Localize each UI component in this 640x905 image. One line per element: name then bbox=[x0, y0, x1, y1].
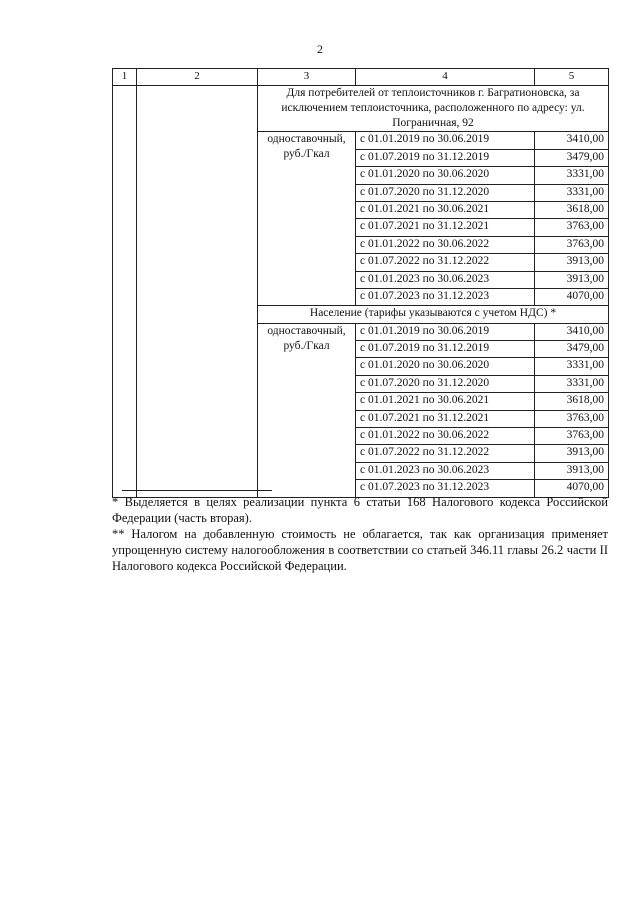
period-cell: с 01.01.2019 по 30.06.2019 bbox=[356, 323, 535, 340]
period-cell: с 01.01.2023 по 30.06.2023 bbox=[356, 462, 535, 479]
period-cell: с 01.07.2023 по 31.12.2023 bbox=[356, 288, 535, 305]
price-cell: 3331,00 bbox=[535, 167, 609, 184]
period-cell: с 01.01.2022 по 30.06.2022 bbox=[356, 428, 535, 445]
period-cell: с 01.07.2022 по 31.12.2022 bbox=[356, 254, 535, 271]
period-cell: с 01.07.2020 по 31.12.2020 bbox=[356, 375, 535, 392]
period-cell: с 01.01.2021 по 30.06.2021 bbox=[356, 201, 535, 218]
period-cell: с 01.01.2021 по 30.06.2021 bbox=[356, 393, 535, 410]
tariff-unit: одноставочный, руб./Гкал bbox=[258, 132, 356, 306]
page-number: 2 bbox=[317, 42, 323, 56]
price-cell: 3479,00 bbox=[535, 149, 609, 166]
col2-cell bbox=[137, 86, 258, 497]
footnote-1: * Выделяется в целях реализации пункта 6 статьи 168 Налогового кодекса Российской Федерации (часть вторая). bbox=[112, 495, 608, 525]
price-cell: 3913,00 bbox=[535, 462, 609, 479]
period-cell: с 01.07.2021 по 31.12.2021 bbox=[356, 219, 535, 236]
price-cell: 4070,00 bbox=[535, 480, 609, 497]
header-cell: 2 bbox=[137, 69, 258, 86]
header-cell: 1 bbox=[113, 69, 137, 86]
price-cell: 3479,00 bbox=[535, 341, 609, 358]
price-cell: 3331,00 bbox=[535, 375, 609, 392]
price-cell: 3763,00 bbox=[535, 219, 609, 236]
footnote-2: ** Налогом на добавленную стоимость не облагается, так как организация применяет упрощенную систему налогообложения в соответствии со статьей 346.11 главы 26.2 части II Налогового кодекса Российской Федерации. bbox=[112, 527, 608, 573]
period-cell: с 01.07.2021 по 31.12.2021 bbox=[356, 410, 535, 427]
header-cell: 4 bbox=[356, 69, 535, 86]
period-cell: с 01.07.2019 по 31.12.2019 bbox=[356, 149, 535, 166]
group-title: Население (тарифы указываются с учетом НДС) * bbox=[258, 306, 609, 323]
footnotes bbox=[112, 490, 608, 574]
price-cell: 3410,00 bbox=[535, 132, 609, 149]
period-cell: с 01.07.2023 по 31.12.2023 bbox=[356, 480, 535, 497]
price-cell: 3913,00 bbox=[535, 445, 609, 462]
price-cell: 3913,00 bbox=[535, 254, 609, 271]
group-title-row bbox=[113, 86, 609, 132]
price-cell: 3618,00 bbox=[535, 393, 609, 410]
header-cell: 5 bbox=[535, 69, 609, 86]
period-cell: с 01.07.2022 по 31.12.2022 bbox=[356, 445, 535, 462]
price-cell: 3913,00 bbox=[535, 271, 609, 288]
price-cell: 3763,00 bbox=[535, 236, 609, 253]
period-cell: с 01.01.2019 по 30.06.2019 bbox=[356, 132, 535, 149]
period-cell: с 01.01.2020 по 30.06.2020 bbox=[356, 167, 535, 184]
tariff-unit: одноставочный, руб./Гкал bbox=[258, 323, 356, 497]
price-cell: 3763,00 bbox=[535, 428, 609, 445]
col1-cell bbox=[113, 86, 137, 497]
price-cell: 3331,00 bbox=[535, 184, 609, 201]
footnote-separator bbox=[122, 490, 272, 491]
period-cell: с 01.07.2019 по 31.12.2019 bbox=[356, 341, 535, 358]
header-cell: 3 bbox=[258, 69, 356, 86]
group-title: Для потребителей от теплоисточников г. Багратионовска, за исключением теплоисточника, расположенного по адресу: ул. Пограничная, 92 bbox=[258, 86, 609, 132]
price-cell: 3331,00 bbox=[535, 358, 609, 375]
period-cell: с 01.07.2020 по 31.12.2020 bbox=[356, 184, 535, 201]
price-cell: 4070,00 bbox=[535, 288, 609, 305]
price-cell: 3763,00 bbox=[535, 410, 609, 427]
header-row bbox=[113, 69, 609, 86]
tariff-table bbox=[112, 68, 609, 498]
price-cell: 3618,00 bbox=[535, 201, 609, 218]
period-cell: с 01.01.2023 по 30.06.2023 bbox=[356, 271, 535, 288]
price-cell: 3410,00 bbox=[535, 323, 609, 340]
period-cell: с 01.01.2020 по 30.06.2020 bbox=[356, 358, 535, 375]
period-cell: с 01.01.2022 по 30.06.2022 bbox=[356, 236, 535, 253]
